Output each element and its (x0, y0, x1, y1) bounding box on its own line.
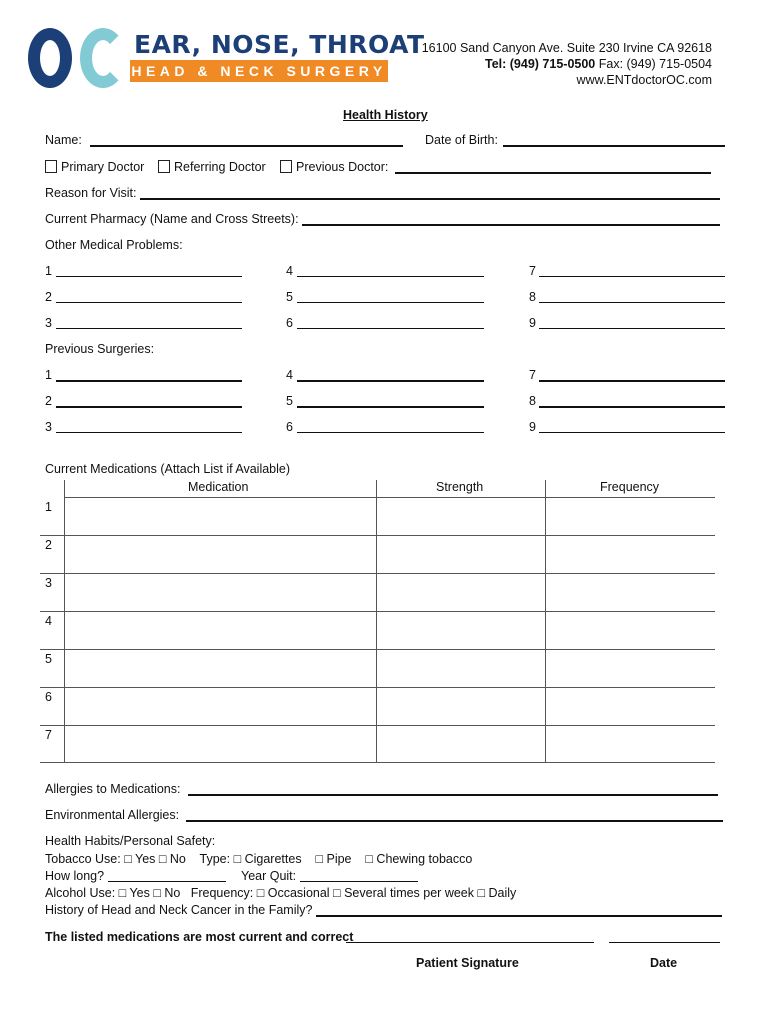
problem-number: 6 (286, 316, 293, 330)
primary-doctor-checkbox[interactable] (45, 160, 57, 173)
table-row[interactable] (40, 573, 715, 574)
logo-letter-c (80, 28, 126, 88)
table-row[interactable] (40, 649, 715, 650)
previous-doctor-label: Previous Doctor: (296, 160, 389, 174)
surgery-field[interactable] (539, 380, 725, 382)
name-label: Name: (45, 133, 82, 147)
problem-field[interactable] (56, 302, 242, 303)
primary-doctor-label: Primary Doctor (61, 160, 145, 174)
table-row-number: 6 (45, 690, 52, 704)
table-row-number: 2 (45, 538, 52, 552)
table-divider (376, 480, 377, 762)
surgery-number: 1 (45, 368, 52, 382)
logo-letter-o (28, 28, 72, 88)
surgery-number: 9 (529, 420, 536, 434)
other-problems-label: Other Medical Problems: (45, 238, 183, 252)
problem-field[interactable] (539, 302, 725, 303)
table-row[interactable] (40, 611, 715, 612)
surgery-field[interactable] (56, 406, 242, 408)
problem-field[interactable] (56, 276, 242, 277)
problem-number: 8 (529, 290, 536, 304)
problem-field[interactable] (539, 276, 725, 277)
how-long-label: How long? (45, 869, 105, 883)
table-row[interactable] (40, 725, 715, 726)
table-row-number: 5 (45, 652, 52, 666)
logo-subtitle: HEAD & NECK SURGERY (130, 60, 388, 82)
primary-doctor-option[interactable] (45, 160, 144, 175)
referring-doctor-label: Referring Doctor (174, 160, 266, 174)
surgery-field[interactable] (297, 380, 484, 382)
signature-field[interactable] (346, 942, 594, 943)
problem-number: 5 (286, 290, 293, 304)
pharmacy-label: Current Pharmacy (Name and Cross Streets): (45, 212, 299, 226)
surgery-field[interactable] (297, 406, 484, 408)
problem-field[interactable] (297, 302, 484, 303)
table-row-number: 3 (45, 576, 52, 590)
table-divider (64, 480, 65, 762)
table-row[interactable] (40, 535, 715, 536)
surgery-field[interactable] (56, 380, 242, 382)
col-medication: Medication (188, 480, 249, 494)
practice-phone (485, 56, 712, 72)
problem-number: 2 (45, 290, 52, 304)
table-divider (545, 480, 546, 762)
col-strength: Strength (436, 480, 484, 494)
pharmacy-field[interactable] (302, 224, 720, 226)
table-row-number: 7 (45, 728, 52, 742)
dob-label: Date of Birth: (425, 133, 498, 147)
environmental-allergies-field[interactable] (186, 820, 723, 822)
problem-field[interactable] (297, 328, 484, 329)
surgery-number: 8 (529, 394, 536, 408)
table-row-number: 1 (45, 500, 52, 514)
surgery-number: 3 (45, 420, 52, 434)
year-quit-label: Year Quit: (241, 869, 297, 883)
environmental-allergies-label: Environmental Allergies: (45, 808, 180, 822)
surgery-field[interactable] (297, 432, 484, 433)
dob-field[interactable] (503, 145, 725, 147)
problem-number: 4 (286, 264, 293, 278)
surgery-number: 4 (286, 368, 293, 382)
previous-surgeries-label: Previous Surgeries: (45, 342, 155, 356)
previous-doctor-field[interactable] (395, 172, 711, 174)
signature-statement: The listed medications are most current and correct (45, 930, 354, 944)
problem-field[interactable] (297, 276, 484, 277)
table-row[interactable] (40, 762, 715, 763)
previous-doctor-checkbox[interactable] (280, 160, 292, 173)
problem-field[interactable] (539, 328, 725, 329)
medications-heading: Current Medications (Attach List if Available) (45, 462, 291, 476)
tobacco-use-line[interactable]: Tobacco Use: □ Yes □ No Type: □ Cigarettes □ Pipe □ Chewing tobacco (45, 852, 473, 866)
problem-number: 7 (529, 264, 536, 278)
surgery-field[interactable] (539, 432, 725, 433)
form-title: Health History (343, 108, 428, 122)
allergies-medications-label: Allergies to Medications: (45, 782, 181, 796)
surgery-number: 2 (45, 394, 52, 408)
cancer-history-field[interactable] (316, 915, 722, 917)
cancer-history-label: History of Head and Neck Cancer in the Family? (45, 903, 313, 917)
problem-number: 3 (45, 316, 52, 330)
reason-label: Reason for Visit: (45, 186, 137, 200)
table-row-number: 4 (45, 614, 52, 628)
tel: Tel: (949) 715-0500 (485, 57, 596, 71)
reason-field[interactable] (140, 198, 720, 200)
col-frequency: Frequency (600, 480, 660, 494)
logo-title: EAR, NOSE, THROAT (134, 30, 425, 59)
table-row[interactable] (40, 687, 715, 688)
health-habits-heading: Health Habits/Personal Safety: (45, 834, 216, 848)
alcohol-use-line[interactable]: Alcohol Use: □ Yes □ No Frequency: □ Occasional □ Several times per week □ Daily (45, 886, 517, 900)
date-field[interactable] (609, 942, 720, 943)
fax: Fax: (949) 715-0504 (598, 57, 712, 71)
referring-doctor-option[interactable] (158, 160, 266, 175)
surgery-field[interactable] (56, 432, 242, 433)
allergies-medications-field[interactable] (188, 794, 718, 796)
surgery-field[interactable] (539, 406, 725, 408)
problem-field[interactable] (56, 328, 242, 329)
surgery-number: 6 (286, 420, 293, 434)
problem-number: 9 (529, 316, 536, 330)
surgery-number: 7 (529, 368, 536, 382)
patient-signature-label: Patient Signature (416, 956, 519, 970)
previous-doctor-option[interactable] (280, 160, 388, 175)
referring-doctor-checkbox[interactable] (158, 160, 170, 173)
problem-number: 1 (45, 264, 52, 278)
table-header-line (64, 497, 715, 498)
practice-website: www.ENTdoctorOC.com (576, 73, 712, 87)
name-field[interactable] (90, 145, 403, 147)
surgery-number: 5 (286, 394, 293, 408)
practice-address: 16100 Sand Canyon Ave. Suite 230 Irvine CA 92618 (421, 41, 712, 55)
date-label: Date (650, 956, 678, 970)
year-quit-field[interactable] (300, 881, 418, 882)
how-long-field[interactable] (108, 881, 226, 882)
